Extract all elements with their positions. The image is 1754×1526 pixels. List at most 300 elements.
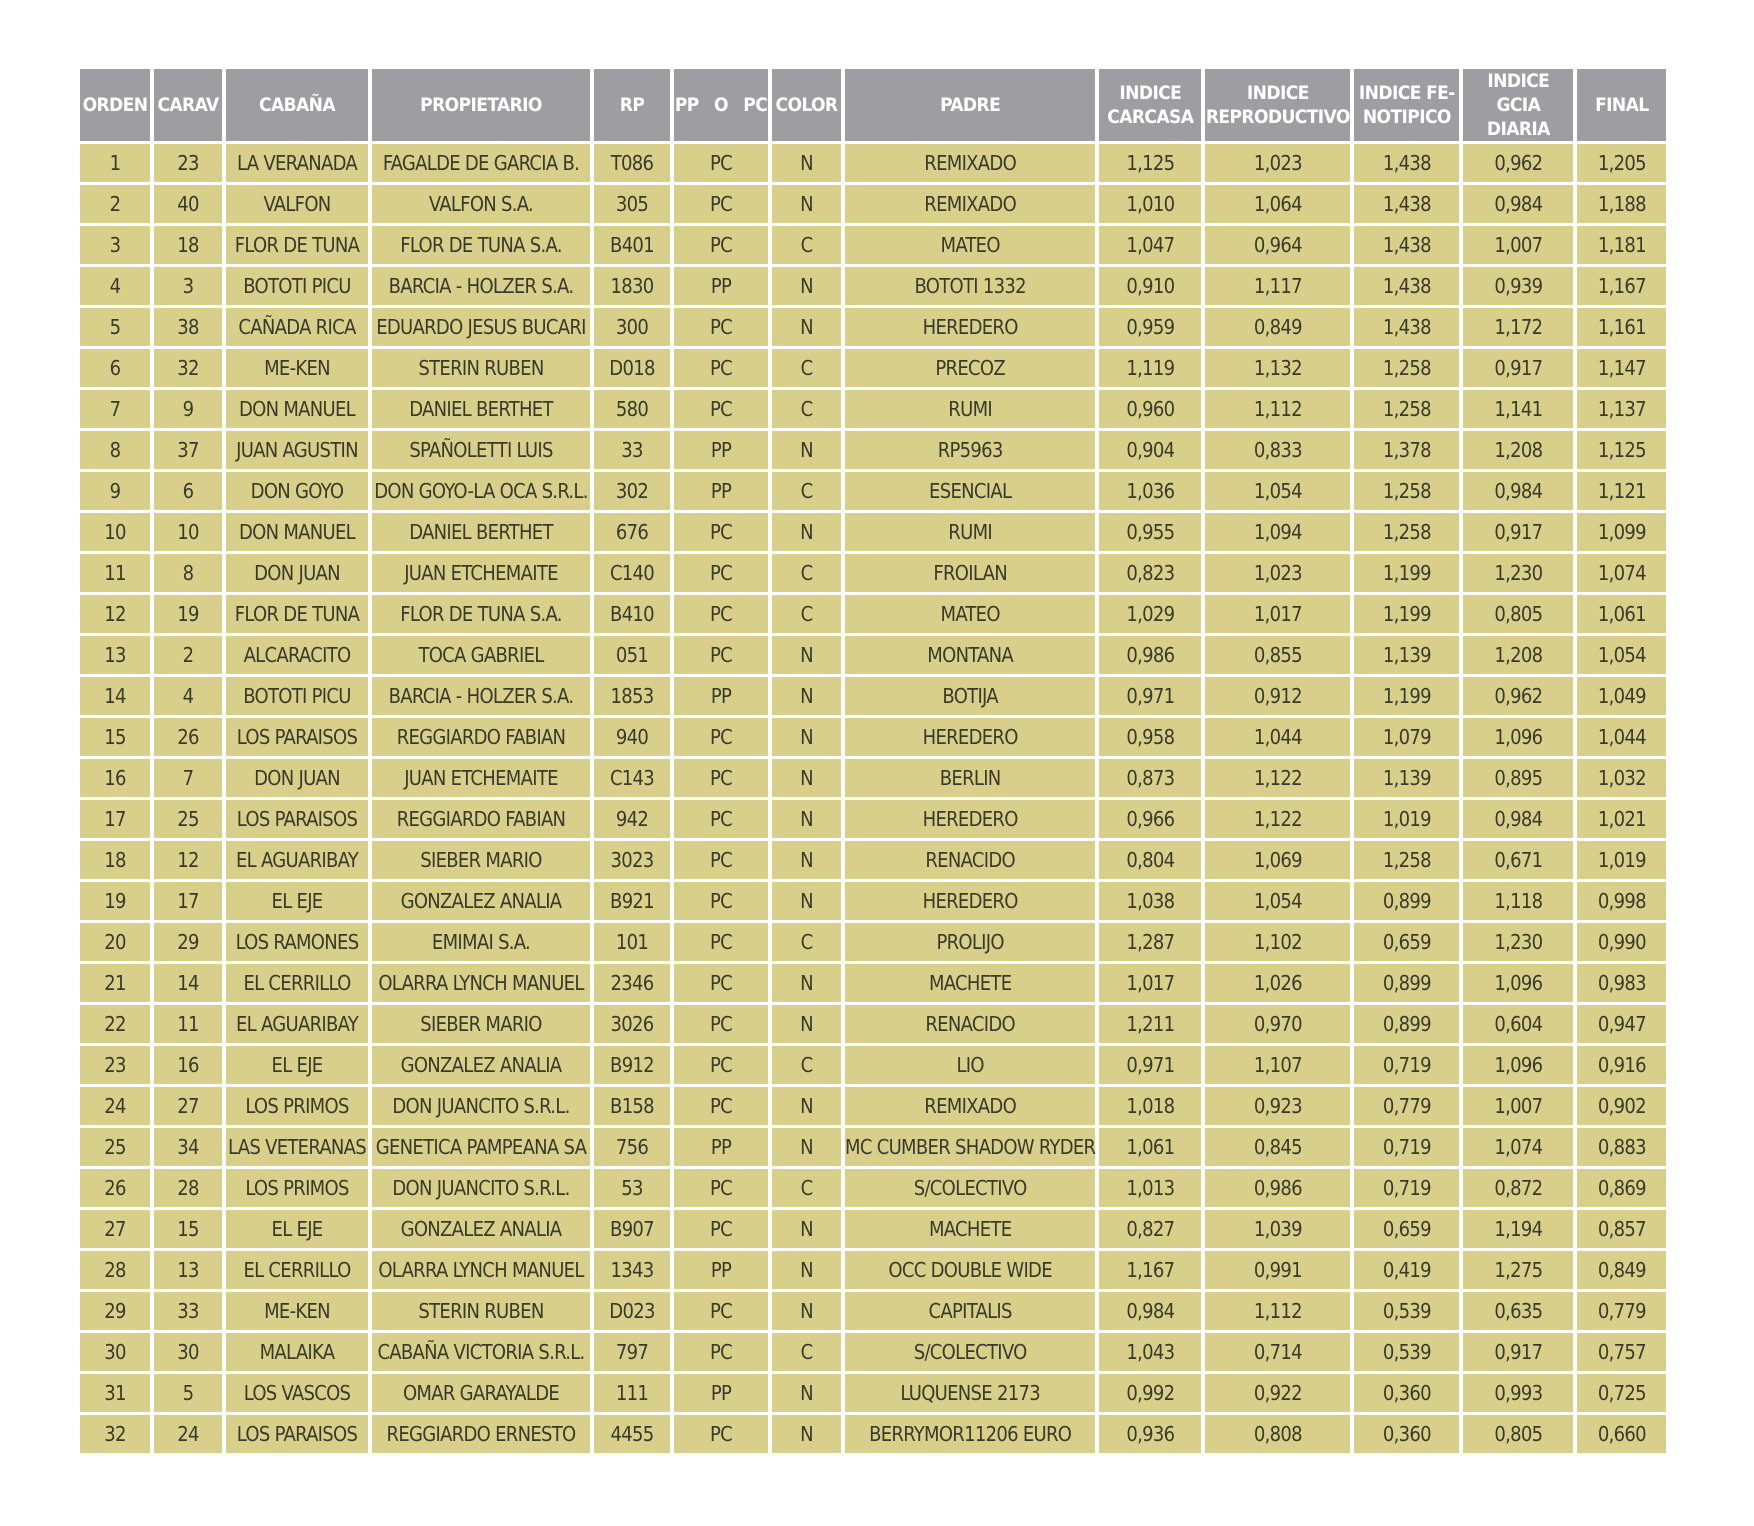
cell-cabana: JUAN AGUSTIN — [226, 431, 368, 469]
cell-indice-reproductivo: 0,912 — [1205, 677, 1350, 715]
cell-indice-gcia-diaria: 1,230 — [1463, 923, 1573, 961]
header-carav-label: CARAV — [157, 94, 219, 116]
cell-indice-fenotipico: 1,258 — [1354, 513, 1459, 551]
cell-pp-o-pc: PC — [674, 800, 768, 838]
cell-indice-gcia-diaria: 0,917 — [1463, 349, 1573, 387]
cell-propietario: JUAN ETCHEMAITE — [372, 759, 590, 797]
cell-indice-reproductivo: 0,833 — [1205, 431, 1350, 469]
cell-cabana: EL AGUARIBAY — [226, 841, 368, 879]
cell-orden: 22 — [80, 1005, 150, 1043]
table-row — [80, 1005, 1666, 1043]
cell-cabana: LAS VETERANAS — [226, 1128, 368, 1166]
cell-indice-gcia-diaria: 1,230 — [1463, 554, 1573, 592]
cell-rp: 305 — [594, 185, 670, 223]
cell-indice-gcia-diaria: 0,939 — [1463, 267, 1573, 305]
cell-indice-gcia-diaria: 0,635 — [1463, 1292, 1573, 1330]
cell-pp-o-pc: PP — [674, 431, 768, 469]
cell-rp: B912 — [594, 1046, 670, 1084]
cell-orden: 3 — [80, 226, 150, 264]
cell-indice-fenotipico: 1,258 — [1354, 841, 1459, 879]
cell-indice-fenotipico: 0,719 — [1354, 1128, 1459, 1166]
cell-indice-carcasa: 1,013 — [1099, 1169, 1201, 1207]
cell-rp: 4455 — [594, 1415, 670, 1453]
cell-final: 1,044 — [1577, 718, 1666, 756]
cell-pp-o-pc: PC — [674, 1292, 768, 1330]
cell-pp-o-pc: PC — [674, 595, 768, 633]
cell-indice-carcasa: 1,167 — [1099, 1251, 1201, 1289]
cell-indice-carcasa: 0,992 — [1099, 1374, 1201, 1412]
cell-cabana: LOS RAMONES — [226, 923, 368, 961]
cell-indice-carcasa: 0,804 — [1099, 841, 1201, 879]
cell-padre: LIO — [845, 1046, 1095, 1084]
cell-color: C — [772, 390, 841, 428]
cell-orden: 20 — [80, 923, 150, 961]
cell-indice-carcasa: 1,211 — [1099, 1005, 1201, 1043]
cell-final: 0,849 — [1577, 1251, 1666, 1289]
cell-cabana: EL EJE — [226, 1210, 368, 1248]
cell-padre: S/COLECTIVO — [845, 1333, 1095, 1371]
cell-rp: 942 — [594, 800, 670, 838]
cell-indice-fenotipico: 1,199 — [1354, 554, 1459, 592]
cell-indice-fenotipico: 1,258 — [1354, 472, 1459, 510]
cell-orden: 25 — [80, 1128, 150, 1166]
cell-indice-reproductivo: 1,044 — [1205, 718, 1350, 756]
cell-final: 0,983 — [1577, 964, 1666, 1002]
cell-cabana: BOTOTI PICU — [226, 267, 368, 305]
header-rp-label: RP — [619, 94, 645, 116]
cell-indice-reproductivo: 0,845 — [1205, 1128, 1350, 1166]
cell-indice-carcasa: 1,036 — [1099, 472, 1201, 510]
cell-carav: 3 — [154, 267, 222, 305]
cell-indice-carcasa: 1,287 — [1099, 923, 1201, 961]
table-row — [80, 472, 1666, 510]
cell-rp: C143 — [594, 759, 670, 797]
cell-propietario: OLARRA LYNCH MANUEL — [372, 1251, 590, 1289]
cell-indice-gcia-diaria: 0,993 — [1463, 1374, 1573, 1412]
cell-indice-gcia-diaria: 1,141 — [1463, 390, 1573, 428]
table-row — [80, 554, 1666, 592]
cell-final: 1,061 — [1577, 595, 1666, 633]
cell-cabana: LOS PRIMOS — [226, 1169, 368, 1207]
cell-color: N — [772, 1087, 841, 1125]
cell-final: 1,054 — [1577, 636, 1666, 674]
table-row — [80, 1292, 1666, 1330]
cell-color: C — [772, 226, 841, 264]
cell-indice-carcasa: 0,827 — [1099, 1210, 1201, 1248]
cell-indice-gcia-diaria: 0,671 — [1463, 841, 1573, 879]
cell-pp-o-pc: PC — [674, 1210, 768, 1248]
cell-rp: 111 — [594, 1374, 670, 1412]
header-propietario — [372, 69, 590, 141]
cell-final: 0,857 — [1577, 1210, 1666, 1248]
cell-indice-fenotipico: 0,719 — [1354, 1169, 1459, 1207]
cell-propietario: SIEBER MARIO — [372, 841, 590, 879]
cell-padre: MATEO — [845, 595, 1095, 633]
cell-color: N — [772, 636, 841, 674]
cell-color: C — [772, 1169, 841, 1207]
cell-rp: 101 — [594, 923, 670, 961]
cell-carav: 28 — [154, 1169, 222, 1207]
cell-orden: 30 — [80, 1333, 150, 1371]
cell-rp: 797 — [594, 1333, 670, 1371]
cell-carav: 19 — [154, 595, 222, 633]
cell-rp: B907 — [594, 1210, 670, 1248]
cell-orden: 19 — [80, 882, 150, 920]
cell-indice-carcasa: 0,904 — [1099, 431, 1201, 469]
cell-propietario: FAGALDE DE GARCIA B. — [372, 144, 590, 182]
cell-rp: 302 — [594, 472, 670, 510]
cell-pp-o-pc: PC — [674, 923, 768, 961]
cell-indice-reproductivo: 0,964 — [1205, 226, 1350, 264]
cell-final: 1,121 — [1577, 472, 1666, 510]
cell-carav: 40 — [154, 185, 222, 223]
cell-indice-fenotipico: 1,199 — [1354, 677, 1459, 715]
header-carav — [154, 69, 222, 141]
cell-cabana: DON MANUEL — [226, 390, 368, 428]
cell-cabana: LOS PRIMOS — [226, 1087, 368, 1125]
cell-indice-carcasa: 0,971 — [1099, 677, 1201, 715]
header-indice-carcasa — [1099, 69, 1201, 141]
cell-indice-fenotipico: 1,139 — [1354, 759, 1459, 797]
cell-orden: 2 — [80, 185, 150, 223]
cell-indice-carcasa: 0,823 — [1099, 554, 1201, 592]
cell-indice-gcia-diaria: 1,208 — [1463, 431, 1573, 469]
cell-propietario: BARCIA - HOLZER S.A. — [372, 677, 590, 715]
cell-indice-gcia-diaria: 1,096 — [1463, 1046, 1573, 1084]
header-indice-fenotipico-line1: INDICE FE- — [1358, 82, 1455, 104]
cell-color: N — [772, 267, 841, 305]
cell-orden: 27 — [80, 1210, 150, 1248]
cell-final: 1,021 — [1577, 800, 1666, 838]
cell-cabana: BOTOTI PICU — [226, 677, 368, 715]
cell-carav: 32 — [154, 349, 222, 387]
cell-final: 1,181 — [1577, 226, 1666, 264]
cell-final: 0,660 — [1577, 1415, 1666, 1453]
cell-indice-fenotipico: 0,659 — [1354, 1210, 1459, 1248]
cell-color: C — [772, 1333, 841, 1371]
header-pp-o-pc-label: PP O PC — [674, 94, 768, 116]
cell-padre: REMIXADO — [845, 185, 1095, 223]
cell-carav: 37 — [154, 431, 222, 469]
cell-carav: 17 — [154, 882, 222, 920]
cell-propietario: VALFON S.A. — [372, 185, 590, 223]
cell-rp: B401 — [594, 226, 670, 264]
header-row — [80, 69, 1666, 141]
cell-pp-o-pc: PC — [674, 964, 768, 1002]
cell-cabana: FLOR DE TUNA — [226, 595, 368, 633]
cell-orden: 17 — [80, 800, 150, 838]
table-row — [80, 1374, 1666, 1412]
cell-propietario: OMAR GARAYALDE — [372, 1374, 590, 1412]
cell-color: N — [772, 1251, 841, 1289]
header-color — [772, 69, 841, 141]
cell-indice-fenotipico: 1,079 — [1354, 718, 1459, 756]
cell-propietario: DON JUANCITO S.R.L. — [372, 1087, 590, 1125]
cell-propietario: SPAÑOLETTI LUIS — [372, 431, 590, 469]
cell-padre: CAPITALIS — [845, 1292, 1095, 1330]
header-indice-reproductivo-line1: INDICE — [1246, 82, 1309, 104]
cell-carav: 30 — [154, 1333, 222, 1371]
cell-rp: C140 — [594, 554, 670, 592]
cell-color: N — [772, 308, 841, 346]
header-propietario-label: PROPIETARIO — [420, 94, 542, 116]
cell-rp: B410 — [594, 595, 670, 633]
cell-indice-reproductivo: 0,849 — [1205, 308, 1350, 346]
cell-indice-gcia-diaria: 0,962 — [1463, 144, 1573, 182]
cell-cabana: FLOR DE TUNA — [226, 226, 368, 264]
cell-color: C — [772, 923, 841, 961]
cell-rp: D018 — [594, 349, 670, 387]
header-indice-gcia-diaria-line2: DIARIA — [1486, 118, 1550, 140]
cell-indice-gcia-diaria: 1,118 — [1463, 882, 1573, 920]
table-body — [80, 144, 1666, 1453]
cell-final: 0,947 — [1577, 1005, 1666, 1043]
cell-indice-gcia-diaria: 0,984 — [1463, 472, 1573, 510]
cell-indice-fenotipico: 0,539 — [1354, 1292, 1459, 1330]
cell-cabana: EL CERRILLO — [226, 964, 368, 1002]
cell-carav: 8 — [154, 554, 222, 592]
header-padre-label: PADRE — [940, 94, 1001, 116]
cell-padre: MACHETE — [845, 964, 1095, 1002]
cell-indice-carcasa: 0,910 — [1099, 267, 1201, 305]
cell-indice-gcia-diaria: 0,984 — [1463, 185, 1573, 223]
table-row — [80, 1210, 1666, 1248]
cell-indice-reproductivo: 1,054 — [1205, 472, 1350, 510]
cell-padre: OCC DOUBLE WIDE — [845, 1251, 1095, 1289]
cell-color: N — [772, 677, 841, 715]
cell-padre: RENACIDO — [845, 1005, 1095, 1043]
cell-cabana: LOS PARAISOS — [226, 1415, 368, 1453]
cell-indice-reproductivo: 1,117 — [1205, 267, 1350, 305]
cell-cabana: ALCARACITO — [226, 636, 368, 674]
cell-carav: 33 — [154, 1292, 222, 1330]
cell-padre: BOTOTI 1332 — [845, 267, 1095, 305]
cell-final: 1,188 — [1577, 185, 1666, 223]
cell-carav: 26 — [154, 718, 222, 756]
cell-orden: 29 — [80, 1292, 150, 1330]
cell-final: 1,019 — [1577, 841, 1666, 879]
cell-indice-gcia-diaria: 1,007 — [1463, 1087, 1573, 1125]
cell-indice-fenotipico: 1,258 — [1354, 390, 1459, 428]
cell-color: C — [772, 554, 841, 592]
cell-pp-o-pc: PC — [674, 1087, 768, 1125]
table-row — [80, 964, 1666, 1002]
header-pp-o-pc — [674, 69, 768, 141]
cell-indice-fenotipico: 0,539 — [1354, 1333, 1459, 1371]
cell-propietario: REGGIARDO FABIAN — [372, 718, 590, 756]
cell-indice-fenotipico: 1,019 — [1354, 800, 1459, 838]
cell-indice-carcasa: 1,017 — [1099, 964, 1201, 1002]
cell-indice-carcasa: 0,966 — [1099, 800, 1201, 838]
cell-carav: 27 — [154, 1087, 222, 1125]
cell-pp-o-pc: PC — [674, 1046, 768, 1084]
cell-indice-gcia-diaria: 0,962 — [1463, 677, 1573, 715]
cell-propietario: BARCIA - HOLZER S.A. — [372, 267, 590, 305]
cell-indice-gcia-diaria: 0,917 — [1463, 513, 1573, 551]
cell-indice-fenotipico: 0,659 — [1354, 923, 1459, 961]
cell-pp-o-pc: PC — [674, 759, 768, 797]
cell-orden: 12 — [80, 595, 150, 633]
cell-padre: MONTANA — [845, 636, 1095, 674]
table-row — [80, 841, 1666, 879]
table-row — [80, 923, 1666, 961]
table-row — [80, 1251, 1666, 1289]
cell-pp-o-pc: PP — [674, 1374, 768, 1412]
cell-rp: 1343 — [594, 1251, 670, 1289]
cell-indice-gcia-diaria: 0,805 — [1463, 595, 1573, 633]
cell-final: 1,049 — [1577, 677, 1666, 715]
cell-padre: BERRYMOR11206 EURO — [845, 1415, 1095, 1453]
cell-orden: 31 — [80, 1374, 150, 1412]
cell-propietario: STERIN RUBEN — [372, 1292, 590, 1330]
cell-color: N — [772, 1415, 841, 1453]
cell-color: N — [772, 185, 841, 223]
cell-indice-gcia-diaria: 1,275 — [1463, 1251, 1573, 1289]
cell-rp: 1853 — [594, 677, 670, 715]
cell-indice-reproductivo: 0,991 — [1205, 1251, 1350, 1289]
cell-indice-fenotipico: 0,899 — [1354, 882, 1459, 920]
cell-pp-o-pc: PC — [674, 308, 768, 346]
cell-carav: 10 — [154, 513, 222, 551]
cell-cabana: EL AGUARIBAY — [226, 1005, 368, 1043]
cell-rp: 676 — [594, 513, 670, 551]
cell-indice-reproductivo: 1,026 — [1205, 964, 1350, 1002]
cell-carav: 6 — [154, 472, 222, 510]
table-row — [80, 636, 1666, 674]
cell-orden: 32 — [80, 1415, 150, 1453]
cell-indice-fenotipico: 1,258 — [1354, 349, 1459, 387]
header-indice-reproductivo-line2: REPRODUCTIVO — [1205, 106, 1350, 128]
cell-carav: 38 — [154, 308, 222, 346]
cell-rp: 3026 — [594, 1005, 670, 1043]
cell-indice-carcasa: 1,018 — [1099, 1087, 1201, 1125]
cell-indice-carcasa: 1,125 — [1099, 144, 1201, 182]
cell-indice-fenotipico: 0,899 — [1354, 1005, 1459, 1043]
cell-indice-gcia-diaria: 1,007 — [1463, 226, 1573, 264]
cell-carav: 14 — [154, 964, 222, 1002]
cell-padre: RUMI — [845, 513, 1095, 551]
cell-final: 1,032 — [1577, 759, 1666, 797]
cell-rp: 53 — [594, 1169, 670, 1207]
cell-padre: PRECOZ — [845, 349, 1095, 387]
table-row — [80, 308, 1666, 346]
cell-orden: 4 — [80, 267, 150, 305]
header-indice-carcasa-line1: INDICE — [1119, 82, 1182, 104]
ranking-table — [76, 66, 1670, 1456]
table-row — [80, 595, 1666, 633]
cell-carav: 9 — [154, 390, 222, 428]
table-row — [80, 390, 1666, 428]
cell-padre: S/COLECTIVO — [845, 1169, 1095, 1207]
cell-carav: 25 — [154, 800, 222, 838]
cell-pp-o-pc: PC — [674, 841, 768, 879]
cell-indice-gcia-diaria: 1,194 — [1463, 1210, 1573, 1248]
cell-indice-gcia-diaria: 0,805 — [1463, 1415, 1573, 1453]
cell-cabana: ME-KEN — [226, 349, 368, 387]
cell-color: N — [772, 513, 841, 551]
cell-padre: BOTIJA — [845, 677, 1095, 715]
cell-indice-gcia-diaria: 0,984 — [1463, 800, 1573, 838]
cell-indice-carcasa: 1,029 — [1099, 595, 1201, 633]
cell-padre: MACHETE — [845, 1210, 1095, 1248]
cell-propietario: CABAÑA VICTORIA S.R.L. — [372, 1333, 590, 1371]
cell-orden: 21 — [80, 964, 150, 1002]
cell-carav: 24 — [154, 1415, 222, 1453]
cell-indice-reproductivo: 0,714 — [1205, 1333, 1350, 1371]
cell-orden: 16 — [80, 759, 150, 797]
cell-indice-reproductivo: 0,970 — [1205, 1005, 1350, 1043]
cell-padre: HEREDERO — [845, 882, 1095, 920]
cell-indice-reproductivo: 1,069 — [1205, 841, 1350, 879]
cell-indice-carcasa: 1,043 — [1099, 1333, 1201, 1371]
cell-propietario: GONZALEZ ANALIA — [372, 1210, 590, 1248]
cell-orden: 14 — [80, 677, 150, 715]
cell-propietario: REGGIARDO FABIAN — [372, 800, 590, 838]
cell-pp-o-pc: PC — [674, 718, 768, 756]
cell-cabana: EL EJE — [226, 1046, 368, 1084]
cell-carav: 34 — [154, 1128, 222, 1166]
cell-final: 1,147 — [1577, 349, 1666, 387]
cell-padre: HEREDERO — [845, 800, 1095, 838]
cell-carav: 16 — [154, 1046, 222, 1084]
cell-indice-fenotipico: 0,719 — [1354, 1046, 1459, 1084]
cell-carav: 23 — [154, 144, 222, 182]
cell-indice-carcasa: 0,958 — [1099, 718, 1201, 756]
cell-indice-reproductivo: 1,122 — [1205, 759, 1350, 797]
cell-orden: 5 — [80, 308, 150, 346]
header-indice-fenotipico-line2: NOTIPICO — [1362, 106, 1451, 128]
table-row — [80, 1333, 1666, 1371]
cell-indice-reproductivo: 1,023 — [1205, 144, 1350, 182]
cell-final: 1,125 — [1577, 431, 1666, 469]
cell-indice-reproductivo: 1,039 — [1205, 1210, 1350, 1248]
cell-cabana: LOS VASCOS — [226, 1374, 368, 1412]
cell-pp-o-pc: PC — [674, 636, 768, 674]
cell-indice-carcasa: 0,986 — [1099, 636, 1201, 674]
header-orden-label: ORDEN — [82, 94, 148, 116]
header-cabana — [226, 69, 368, 141]
cell-indice-reproductivo: 0,922 — [1205, 1374, 1350, 1412]
cell-indice-reproductivo: 1,102 — [1205, 923, 1350, 961]
cell-final: 0,902 — [1577, 1087, 1666, 1125]
cell-pp-o-pc: PC — [674, 1333, 768, 1371]
cell-padre: RP5963 — [845, 431, 1095, 469]
cell-color: C — [772, 349, 841, 387]
cell-propietario: GONZALEZ ANALIA — [372, 882, 590, 920]
cell-rp: 580 — [594, 390, 670, 428]
cell-final: 1,099 — [1577, 513, 1666, 551]
cell-indice-carcasa: 0,873 — [1099, 759, 1201, 797]
table-row — [80, 1087, 1666, 1125]
table-row — [80, 513, 1666, 551]
cell-color: N — [772, 1374, 841, 1412]
cell-pp-o-pc: PC — [674, 144, 768, 182]
cell-indice-gcia-diaria: 0,895 — [1463, 759, 1573, 797]
header-indice-gcia-diaria — [1463, 69, 1573, 141]
cell-indice-reproductivo: 0,855 — [1205, 636, 1350, 674]
cell-indice-carcasa: 0,955 — [1099, 513, 1201, 551]
cell-indice-reproductivo: 0,808 — [1205, 1415, 1350, 1453]
cell-indice-reproductivo: 1,094 — [1205, 513, 1350, 551]
cell-padre: LUQUENSE 2173 — [845, 1374, 1095, 1412]
cell-indice-reproductivo: 1,054 — [1205, 882, 1350, 920]
header-padre — [845, 69, 1095, 141]
cell-orden: 1 — [80, 144, 150, 182]
cell-propietario: TOCA GABRIEL — [372, 636, 590, 674]
cell-indice-fenotipico: 0,360 — [1354, 1374, 1459, 1412]
cell-orden: 7 — [80, 390, 150, 428]
cell-indice-fenotipico: 1,438 — [1354, 267, 1459, 305]
